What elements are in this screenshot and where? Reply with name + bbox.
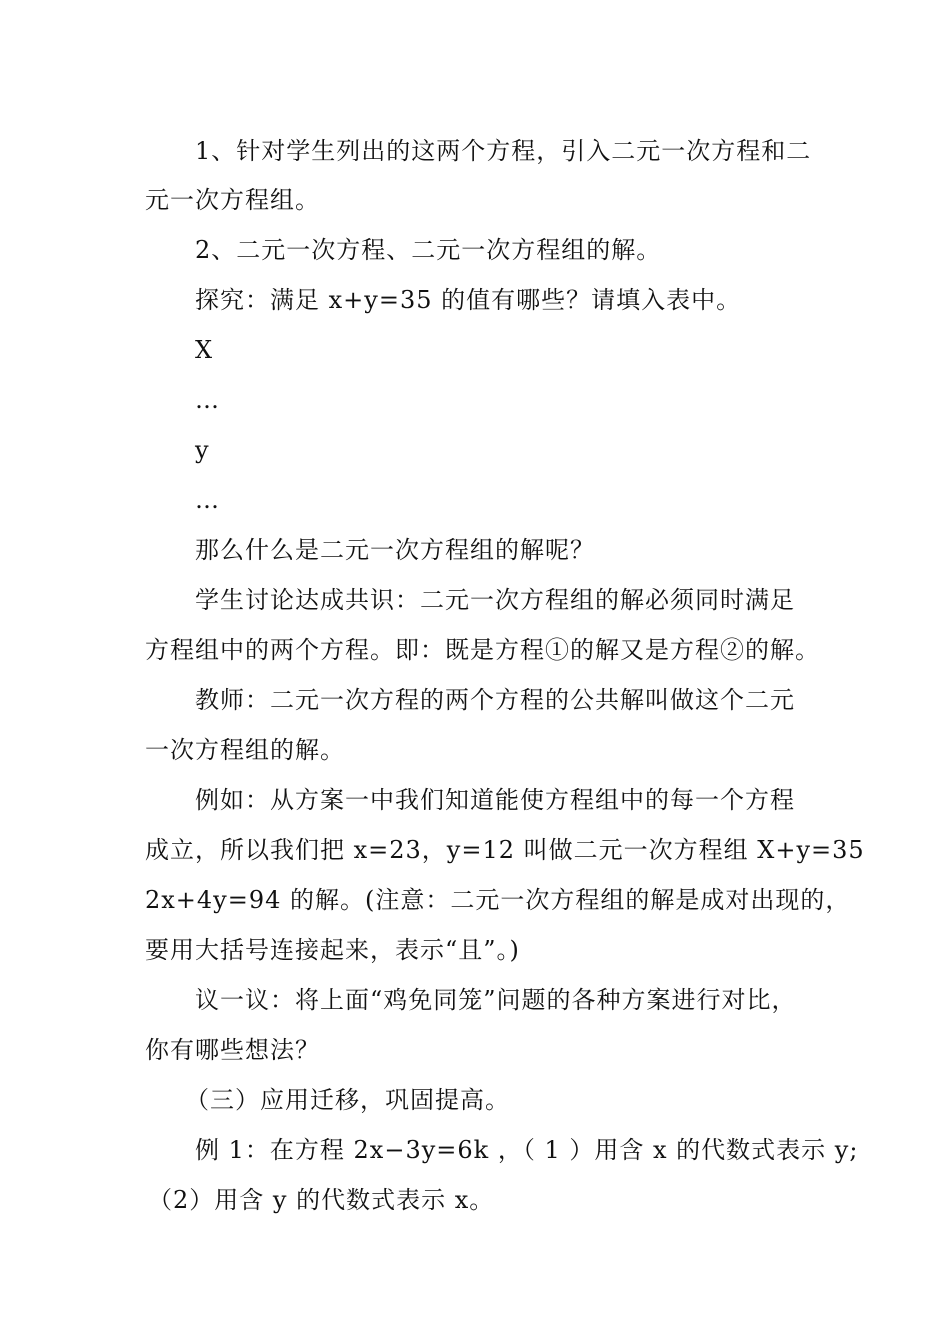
table-ellipsis-x: … xyxy=(195,386,220,414)
para-example-line-4: 要用大括号连接起来，表示“且”。) xyxy=(145,936,520,964)
section-heading-3: （三）应用迁移，巩固提高。 xyxy=(185,1086,510,1114)
para-example-line-1: 例如：从方案一中我们知道能使方程组中的每一个方程 xyxy=(195,786,795,814)
para-discuss-line-1: 议一议：将上面“鸡免同笼”问题的各种方案进行对比， xyxy=(195,986,797,1014)
table-label-y: y xyxy=(195,436,210,464)
para-teacher-line-2: 一次方程组的解。 xyxy=(145,736,345,764)
table-ellipsis-y: … xyxy=(195,486,220,514)
para-1-line-1: 1、针对学生列出的这两个方程，引入二元一次方程和二 xyxy=(195,137,812,165)
para-consensus-line-1: 学生讨论达成共识：二元一次方程组的解必须同时满足 xyxy=(195,586,795,614)
para-example-line-2: 成立，所以我们把 x=23，y=12 叫做二元一次方程组 X+y=35 xyxy=(145,836,865,864)
para-discuss-line-2: 你有哪些想法？ xyxy=(145,1036,320,1064)
table-label-x: X xyxy=(195,336,214,364)
para-consensus-line-2: 方程组中的两个方程。即：既是方程①的解又是方程②的解。 xyxy=(145,636,820,664)
para-2: 2、二元一次方程、二元一次方程组的解。 xyxy=(195,236,662,264)
example-1-line-2: （2）用含 y 的代数式表示 x。 xyxy=(148,1186,495,1214)
para-1-line-2: 元一次方程组。 xyxy=(145,186,320,214)
para-explore: 探究：满足 x+y=35 的值有哪些？请填入表中。 xyxy=(195,286,742,314)
example-1-line-1: 例 1：在方程 2x−3y=6k ，（ 1 ）用含 x 的代数式表示 y; xyxy=(195,1136,859,1164)
para-example-line-3: 2x+4y=94 的解。(注意：二元一次方程组的解是成对出现的， xyxy=(145,886,851,914)
para-teacher-line-1: 教师：二元一次方程的两个方程的公共解叫做这个二元 xyxy=(195,686,795,714)
para-question: 那么什么是二元一次方程组的解呢？ xyxy=(195,536,595,564)
